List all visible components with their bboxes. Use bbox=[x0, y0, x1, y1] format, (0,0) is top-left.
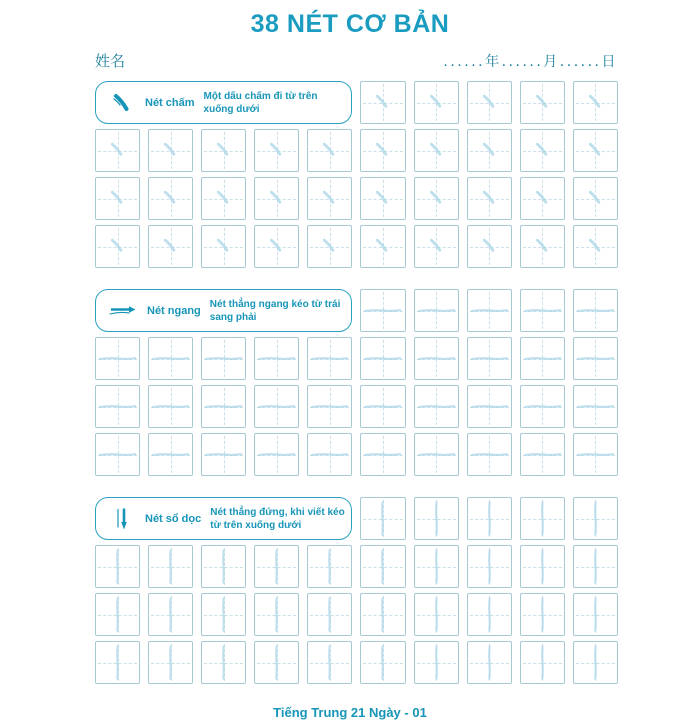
trace-stroke bbox=[308, 226, 351, 267]
practice-cell bbox=[573, 385, 618, 428]
practice-cell bbox=[573, 177, 618, 220]
practice-cell bbox=[520, 433, 565, 476]
trace-stroke bbox=[521, 338, 564, 379]
trace-stroke bbox=[521, 386, 564, 427]
practice-cell bbox=[414, 433, 459, 476]
practice-cell bbox=[254, 545, 299, 588]
trace-stroke bbox=[255, 130, 298, 171]
practice-cell bbox=[95, 641, 140, 684]
stroke-description: Nét thẳng đứng, khi viết kéo từ trên xuống dưới bbox=[210, 506, 345, 531]
stroke-name: Nét chấm bbox=[145, 96, 195, 109]
trace-stroke bbox=[415, 594, 458, 635]
practice-cell bbox=[520, 81, 565, 124]
practice-cell bbox=[148, 177, 193, 220]
practice-grid bbox=[95, 497, 618, 684]
practice-cell bbox=[307, 593, 352, 636]
stroke-label-box bbox=[95, 81, 352, 124]
practice-cell bbox=[307, 545, 352, 588]
practice-cell bbox=[201, 385, 246, 428]
trace-stroke bbox=[202, 338, 245, 379]
trace-stroke bbox=[202, 130, 245, 171]
practice-cell bbox=[520, 177, 565, 220]
trace-stroke bbox=[202, 546, 245, 587]
practice-cell bbox=[573, 81, 618, 124]
trace-stroke bbox=[308, 338, 351, 379]
trace-stroke bbox=[308, 386, 351, 427]
practice-cell bbox=[201, 641, 246, 684]
trace-stroke bbox=[255, 434, 298, 475]
trace-stroke bbox=[96, 178, 139, 219]
practice-cell bbox=[520, 593, 565, 636]
trace-stroke bbox=[574, 226, 617, 267]
trace-stroke bbox=[202, 386, 245, 427]
practice-cell bbox=[520, 129, 565, 172]
practice-cell bbox=[520, 545, 565, 588]
trace-stroke bbox=[415, 130, 458, 171]
trace-stroke bbox=[308, 178, 351, 219]
trace-stroke bbox=[521, 226, 564, 267]
trace-stroke bbox=[468, 178, 511, 219]
trace-stroke bbox=[149, 642, 192, 683]
trace-stroke bbox=[361, 498, 404, 539]
practice-cell bbox=[520, 641, 565, 684]
name-label: 姓名 bbox=[95, 52, 126, 70]
trace-stroke bbox=[308, 434, 351, 475]
trace-stroke bbox=[255, 338, 298, 379]
practice-cell bbox=[201, 177, 246, 220]
trace-stroke bbox=[574, 130, 617, 171]
practice-cell bbox=[95, 129, 140, 172]
trace-stroke bbox=[468, 226, 511, 267]
practice-cell bbox=[360, 593, 405, 636]
practice-cell bbox=[254, 225, 299, 268]
practice-cell bbox=[573, 593, 618, 636]
practice-cell bbox=[360, 177, 405, 220]
trace-stroke bbox=[415, 386, 458, 427]
trace-stroke bbox=[468, 290, 511, 331]
stroke-name: Nét sổ dọc bbox=[145, 512, 202, 525]
practice-cell bbox=[573, 641, 618, 684]
trace-stroke bbox=[361, 642, 404, 683]
trace-stroke bbox=[574, 546, 617, 587]
trace-stroke bbox=[468, 82, 511, 123]
trace-stroke bbox=[149, 178, 192, 219]
trace-stroke bbox=[202, 594, 245, 635]
trace-stroke bbox=[415, 178, 458, 219]
practice-cell bbox=[414, 289, 459, 332]
practice-cell bbox=[467, 545, 512, 588]
practice-cell bbox=[467, 337, 512, 380]
practice-cell bbox=[307, 337, 352, 380]
stroke-label-box bbox=[95, 497, 352, 540]
practice-cell bbox=[573, 129, 618, 172]
trace-stroke bbox=[308, 594, 351, 635]
trace-stroke bbox=[415, 434, 458, 475]
horizontal-stroke-icon bbox=[108, 299, 138, 323]
practice-cell bbox=[307, 641, 352, 684]
trace-stroke bbox=[202, 642, 245, 683]
practice-cell bbox=[414, 385, 459, 428]
date-line: ......年......月......日 bbox=[443, 54, 618, 70]
practice-cell bbox=[520, 497, 565, 540]
trace-stroke bbox=[574, 434, 617, 475]
trace-stroke bbox=[415, 498, 458, 539]
practice-grid bbox=[95, 81, 618, 268]
trace-stroke bbox=[361, 226, 404, 267]
practice-cell bbox=[254, 433, 299, 476]
trace-stroke bbox=[521, 594, 564, 635]
trace-stroke bbox=[255, 178, 298, 219]
dot-stroke-icon bbox=[108, 91, 136, 115]
trace-stroke bbox=[521, 642, 564, 683]
trace-stroke bbox=[521, 290, 564, 331]
practice-cell bbox=[148, 545, 193, 588]
trace-stroke bbox=[308, 546, 351, 587]
trace-stroke bbox=[202, 226, 245, 267]
practice-cell bbox=[254, 177, 299, 220]
practice-cell bbox=[254, 593, 299, 636]
practice-cell bbox=[414, 641, 459, 684]
trace-stroke bbox=[96, 338, 139, 379]
practice-cell bbox=[520, 225, 565, 268]
trace-stroke bbox=[308, 642, 351, 683]
trace-stroke bbox=[415, 642, 458, 683]
stroke-description: Một dấu chấm đi từ trên xuống dưới bbox=[203, 90, 318, 115]
practice-cell bbox=[95, 545, 140, 588]
practice-cell bbox=[414, 545, 459, 588]
practice-cell bbox=[414, 225, 459, 268]
practice-cell bbox=[414, 497, 459, 540]
trace-stroke bbox=[415, 226, 458, 267]
stroke-label-box bbox=[95, 289, 352, 332]
trace-stroke bbox=[574, 290, 617, 331]
practice-cell bbox=[360, 545, 405, 588]
trace-stroke bbox=[574, 178, 617, 219]
trace-stroke bbox=[574, 82, 617, 123]
practice-cell bbox=[95, 337, 140, 380]
trace-stroke bbox=[521, 130, 564, 171]
trace-stroke bbox=[149, 434, 192, 475]
practice-cell bbox=[467, 641, 512, 684]
trace-stroke bbox=[149, 594, 192, 635]
trace-stroke bbox=[415, 338, 458, 379]
practice-cell bbox=[414, 81, 459, 124]
trace-stroke bbox=[574, 594, 617, 635]
practice-cell bbox=[573, 289, 618, 332]
stroke-name: Nét ngang bbox=[147, 304, 201, 317]
trace-stroke bbox=[415, 546, 458, 587]
practice-cell bbox=[467, 225, 512, 268]
practice-cell bbox=[467, 81, 512, 124]
trace-stroke bbox=[361, 338, 404, 379]
practice-cell bbox=[414, 129, 459, 172]
page-title: 38 NÉT CƠ BẢN bbox=[250, 10, 450, 38]
practice-cell bbox=[360, 337, 405, 380]
trace-stroke bbox=[574, 386, 617, 427]
practice-cell bbox=[307, 177, 352, 220]
practice-cell bbox=[201, 593, 246, 636]
practice-cell bbox=[148, 225, 193, 268]
trace-stroke bbox=[96, 434, 139, 475]
practice-sections bbox=[95, 81, 618, 684]
practice-cell bbox=[467, 433, 512, 476]
trace-stroke bbox=[96, 642, 139, 683]
trace-stroke bbox=[96, 226, 139, 267]
trace-stroke bbox=[255, 642, 298, 683]
practice-cell bbox=[360, 225, 405, 268]
practice-cell bbox=[148, 593, 193, 636]
practice-cell bbox=[573, 225, 618, 268]
practice-cell bbox=[254, 385, 299, 428]
practice-cell bbox=[360, 385, 405, 428]
practice-cell bbox=[573, 433, 618, 476]
practice-cell bbox=[360, 81, 405, 124]
trace-stroke bbox=[521, 82, 564, 123]
practice-cell bbox=[467, 593, 512, 636]
stroke-section bbox=[95, 497, 618, 684]
practice-cell bbox=[467, 289, 512, 332]
trace-stroke bbox=[96, 546, 139, 587]
trace-stroke bbox=[308, 130, 351, 171]
practice-cell bbox=[360, 433, 405, 476]
trace-stroke bbox=[149, 386, 192, 427]
trace-stroke bbox=[521, 434, 564, 475]
trace-stroke bbox=[149, 546, 192, 587]
trace-stroke bbox=[361, 290, 404, 331]
practice-cell bbox=[414, 177, 459, 220]
trace-stroke bbox=[361, 130, 404, 171]
trace-stroke bbox=[96, 594, 139, 635]
practice-cell bbox=[520, 289, 565, 332]
practice-cell bbox=[573, 545, 618, 588]
trace-stroke bbox=[361, 594, 404, 635]
trace-stroke bbox=[521, 498, 564, 539]
practice-cell bbox=[254, 641, 299, 684]
practice-cell bbox=[414, 337, 459, 380]
trace-stroke bbox=[574, 642, 617, 683]
practice-cell bbox=[254, 129, 299, 172]
trace-stroke bbox=[574, 338, 617, 379]
trace-stroke bbox=[468, 338, 511, 379]
practice-grid bbox=[95, 289, 618, 476]
trace-stroke bbox=[521, 178, 564, 219]
trace-stroke bbox=[202, 178, 245, 219]
trace-stroke bbox=[361, 434, 404, 475]
practice-cell bbox=[148, 641, 193, 684]
practice-cell bbox=[573, 337, 618, 380]
practice-cell bbox=[201, 433, 246, 476]
trace-stroke bbox=[468, 130, 511, 171]
practice-cell bbox=[95, 593, 140, 636]
practice-cell bbox=[95, 385, 140, 428]
practice-cell bbox=[201, 337, 246, 380]
practice-cell bbox=[95, 225, 140, 268]
stroke-section bbox=[95, 81, 618, 268]
trace-stroke bbox=[96, 130, 139, 171]
practice-cell bbox=[573, 497, 618, 540]
practice-cell bbox=[360, 641, 405, 684]
trace-stroke bbox=[149, 130, 192, 171]
practice-cell bbox=[148, 433, 193, 476]
practice-cell bbox=[467, 177, 512, 220]
practice-cell bbox=[95, 177, 140, 220]
trace-stroke bbox=[415, 82, 458, 123]
practice-cell bbox=[95, 433, 140, 476]
trace-stroke bbox=[361, 178, 404, 219]
trace-stroke bbox=[361, 386, 404, 427]
trace-stroke bbox=[361, 82, 404, 123]
trace-stroke bbox=[468, 434, 511, 475]
trace-stroke bbox=[255, 226, 298, 267]
trace-stroke bbox=[255, 386, 298, 427]
name-date-row bbox=[95, 50, 618, 71]
trace-stroke bbox=[255, 594, 298, 635]
trace-stroke bbox=[255, 546, 298, 587]
trace-stroke bbox=[202, 434, 245, 475]
practice-cell bbox=[360, 129, 405, 172]
practice-cell bbox=[201, 545, 246, 588]
trace-stroke bbox=[468, 498, 511, 539]
practice-cell bbox=[148, 337, 193, 380]
trace-stroke bbox=[468, 642, 511, 683]
practice-cell bbox=[360, 289, 405, 332]
trace-stroke bbox=[149, 226, 192, 267]
practice-cell bbox=[307, 129, 352, 172]
stroke-description: Nét thẳng ngang kéo từ trái sang phải bbox=[209, 298, 341, 323]
trace-stroke bbox=[96, 386, 139, 427]
practice-cell bbox=[414, 593, 459, 636]
trace-stroke bbox=[468, 594, 511, 635]
trace-stroke bbox=[361, 546, 404, 587]
practice-cell bbox=[254, 337, 299, 380]
trace-stroke bbox=[149, 338, 192, 379]
trace-stroke bbox=[468, 546, 511, 587]
trace-stroke bbox=[574, 498, 617, 539]
trace-stroke bbox=[468, 386, 511, 427]
practice-cell bbox=[467, 129, 512, 172]
practice-cell bbox=[520, 385, 565, 428]
practice-cell bbox=[520, 337, 565, 380]
practice-cell bbox=[307, 433, 352, 476]
stroke-section bbox=[95, 289, 618, 476]
practice-cell bbox=[467, 385, 512, 428]
practice-cell bbox=[360, 497, 405, 540]
practice-cell bbox=[148, 129, 193, 172]
practice-cell bbox=[201, 129, 246, 172]
practice-cell bbox=[467, 497, 512, 540]
practice-cell bbox=[201, 225, 246, 268]
footer-text: Tiếng Trung 21 Ngày - 01 bbox=[273, 705, 427, 720]
practice-cell bbox=[307, 225, 352, 268]
trace-stroke bbox=[415, 290, 458, 331]
vertical-stroke-icon bbox=[108, 506, 136, 532]
practice-cell bbox=[307, 385, 352, 428]
trace-stroke bbox=[521, 546, 564, 587]
practice-cell bbox=[148, 385, 193, 428]
